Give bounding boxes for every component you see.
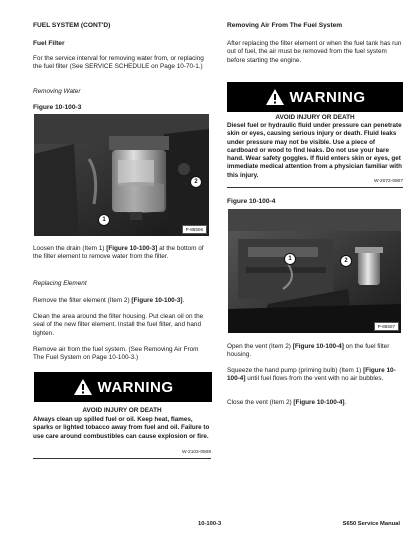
- right-warning-code: W-2072-0807: [374, 179, 403, 184]
- right-warning-body: Diesel fuel or hydraulic fluid under pressure can penetrate skin or eyes, causing serious injury or death. Fluid leaks under pressure may not be visible. Use a piece of cardboard or wood to find leaks. Do not use your bare hand. Wear safety goggles. If fluid enters skin or eyes, get immediate medical attention from a physician familiar with this injury.: [227, 122, 402, 179]
- figure-10-100-3-photo: [34, 114, 209, 236]
- left-warning-code: W-2103-0508: [182, 450, 211, 455]
- clean-area-text: Clean the area around the filter housing. Put clean oil on the seal of the new filter element. Install the fuel filter, and hand tighten.: [33, 313, 204, 337]
- left-warning-rule: [33, 458, 211, 459]
- open-vent-text: Open the vent (Item 2) [Figure 10-100-4] on the fuel filter housing.: [227, 343, 390, 359]
- figure-10-100-4-callout-1: 1: [284, 253, 296, 265]
- warning-triangle-icon: [265, 88, 285, 106]
- fuel-filter-photo-illustration: [34, 114, 209, 236]
- right-warning-title: AVOID INJURY OR DEATH: [275, 114, 355, 121]
- removing-air-heading: Removing Air From The Fuel System: [227, 22, 343, 29]
- close-vent-text: Close the vent (Item 2) [Figure 10-100-4].: [227, 399, 347, 406]
- right-warning-rule: [227, 187, 403, 188]
- left-warning-banner: [34, 372, 212, 402]
- figure-10-100-3-callout-1: 1: [98, 214, 110, 226]
- fuel-filter-text: For the service interval for removing water from, or replacing the fuel filter (See SERVICE SCHEDULE on Page 10-70-1.): [33, 55, 204, 71]
- section-title: FUEL SYSTEM (CONT'D): [33, 22, 111, 29]
- left-warning-title: AVOID INJURY OR DEATH: [82, 407, 162, 414]
- removing-water-heading: Removing Water: [33, 88, 81, 95]
- right-warning-label: WARNING: [289, 88, 366, 106]
- figure-ref: [Figure 10-100-3]: [131, 297, 183, 304]
- figure-ref: [Figure 10-100-4]: [227, 367, 396, 383]
- figure-10-100-4-photo: [228, 209, 401, 333]
- figure-ref: [Figure 10-100-4]: [293, 399, 345, 406]
- figure-10-100-3-code: P-85506: [182, 225, 207, 234]
- page-number: 10-100-3: [198, 521, 222, 527]
- replacing-element-heading: Replacing Element: [33, 280, 87, 287]
- left-warning-label: WARNING: [97, 378, 174, 396]
- fuel-system-photo-illustration: [228, 209, 401, 333]
- remove-air-text: Remove air from the fuel system. (See Removing Air From The Fuel System on Page 10-100-3.): [33, 346, 199, 362]
- figure-10-100-4-caption: Figure 10-100-4: [227, 198, 276, 205]
- removing-air-intro: After replacing the filter element or when the fuel tank has run out of fuel, the air must be removed from the fuel system before starting the engine.: [227, 40, 402, 64]
- left-warning-body: Always clean up spilled fuel or oil. Keep heat, flames, sparks or lighted tobacco away from fuel and oil. Failure to use care around combustibles can cause explosion or fire.: [33, 416, 210, 440]
- warning-triangle-icon: [73, 378, 93, 396]
- loosen-drain-text: Loosen the drain (Item 1) [Figure 10-100-3] at the bottom of the filter element to remove water from the filter.: [33, 245, 204, 261]
- figure-10-100-4-callout-2: 2: [340, 255, 352, 267]
- squeeze-pump-text: Squeeze the hand pump (priming bulb) (Item 1) [Figure 10-100-4] until fuel flows from the vent with no air bubbles.: [227, 367, 396, 383]
- remove-element-text: Remove the filter element (Item 2) [Figure 10-100-3].: [33, 297, 185, 304]
- figure-10-100-4-code: P-85507: [374, 322, 399, 331]
- figure-ref: [Figure 10-100-4]: [292, 343, 344, 350]
- figure-ref: [Figure 10-100-3]: [106, 245, 158, 252]
- manual-title: S650 Service Manual: [342, 521, 400, 527]
- figure-10-100-3-callout-2: 2: [190, 176, 202, 188]
- fuel-filter-heading: Fuel Filter: [33, 40, 65, 47]
- right-warning-banner: [227, 82, 403, 112]
- figure-10-100-3-caption: Figure 10-100-3: [33, 104, 82, 111]
